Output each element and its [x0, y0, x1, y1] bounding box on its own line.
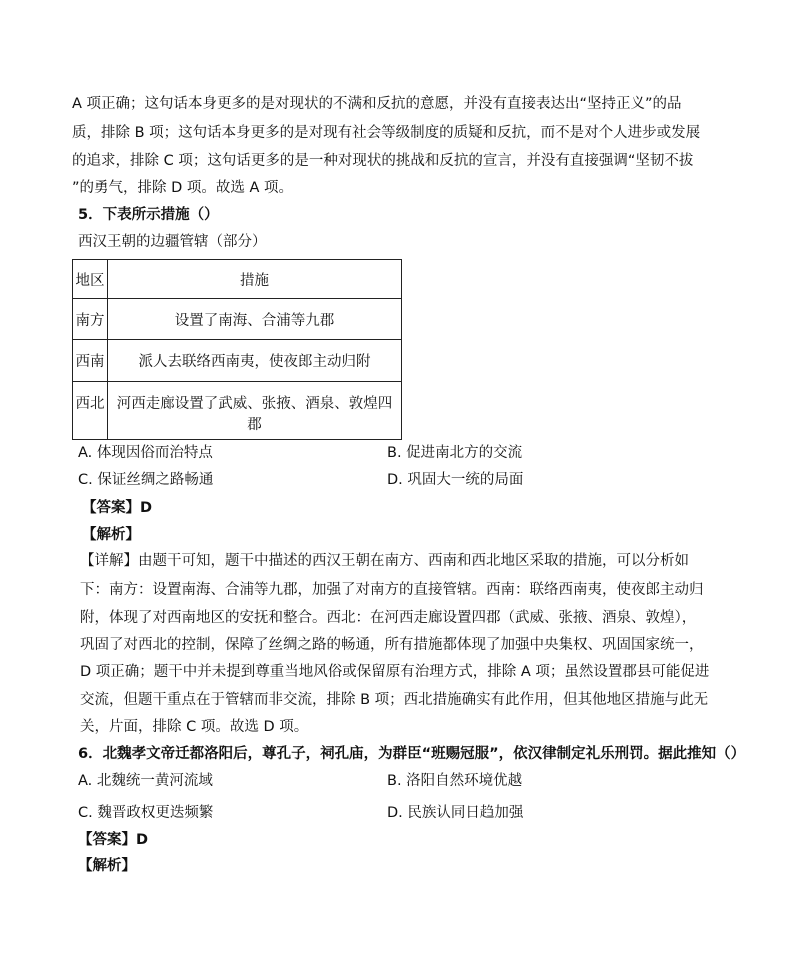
q5-stem: 5．下表所示措施（）: [78, 207, 219, 223]
table-cell: 南方: [73, 299, 108, 340]
table-cell: 设置了南海、合浦等九郡: [108, 299, 402, 340]
table-cell: 河西走廊设置了武威、张掖、酒泉、敦煌四郡: [108, 382, 402, 440]
q5-detail-line-3: 附，体现了对西南地区的安抚和整合。西北：在河西走廊设置四郡（武威、张掖、酒泉、敦煌），: [80, 610, 697, 626]
table-header-cell: 地区: [73, 260, 108, 299]
q5-table: [72, 259, 402, 440]
q4-analysis-line-3: 的追求，排除 C 项；这句话更多的是一种对现状的挑战和反抗的宣言，并没有直接强调“坚韧不拔: [72, 153, 694, 169]
q5-option-b: B. 促进南北方的交流: [387, 445, 523, 461]
q4-analysis-line-4: ”的勇气，排除 D 项。故选 A 项。: [72, 180, 294, 196]
table-row: [73, 340, 402, 382]
q6-stem: 6．北魏孝文帝迁都洛阳后，尊孔子，祠孔庙，为群臣“班赐冠服”，依汉律制定礼乐刑罚。据此推知（）: [78, 746, 746, 762]
table-row: [73, 382, 402, 440]
q6-option-b: B. 洛阳自然环境优越: [387, 773, 523, 789]
q6-option-d: D. 民族认同日趋加强: [387, 805, 524, 821]
q5-option-c: C. 保证丝绸之路畅通: [78, 472, 214, 488]
table-cell: 西北: [73, 382, 108, 440]
q5-detail-line-7: 关，片面，排除 C 项。故选 D 项。: [80, 719, 309, 735]
q4-analysis-line-1: A 项正确；这句话本身更多的是对现状的不满和反抗的意愿，并没有直接表达出“坚持正义”的品: [72, 96, 682, 112]
q6-option-a: A. 北魏统一黄河流域: [78, 773, 213, 789]
table-header-cell: 措施: [108, 260, 402, 299]
q4-analysis-line-2: 质，排除 B 项；这句话本身更多的是对现有社会等级制度的质疑和反抗，而不是对个人进步或发展: [72, 125, 701, 141]
q5-detail-line-1: 【详解】由题干可知，题干中描述的西汉王朝在南方、西南和西北地区采取的措施，可以分析如: [80, 553, 689, 569]
q5-detail-line-5: D 项正确；题干中并未提到尊重当地风俗或保留原有治理方式，排除 A 项；虽然设置郡县可能促进: [80, 664, 710, 680]
table-header-row: [73, 260, 402, 299]
q5-detail-line-6: 交流，但题干重点在于管辖而非交流，排除 B 项；西北措施确实有此作用，但其他地区措施与此无: [80, 692, 709, 708]
table-row: [73, 299, 402, 340]
q5-option-a: A. 体现因俗而治特点: [78, 445, 213, 461]
q5-table-caption: 西汉王朝的边疆管辖（部分）: [78, 234, 267, 250]
q6-option-c: C. 魏晋政权更迭频繁: [78, 805, 214, 821]
table-cell: 西南: [73, 340, 108, 382]
q5-option-d: D. 巩固大一统的局面: [387, 472, 524, 488]
q6-answer: 【答案】D: [78, 832, 149, 848]
q5-detail-line-4: 巩固了对西北的控制，保障了丝绸之路的畅通，所有措施都体现了加强中央集权、巩固国家统一，: [80, 637, 704, 653]
q5-analysis-label: 【解析】: [82, 527, 140, 543]
table-cell: 派人去联络西南夷，使夜郎主动归附: [108, 340, 402, 382]
q6-analysis-label: 【解析】: [78, 858, 136, 874]
q5-answer: 【答案】D: [82, 500, 153, 516]
q5-detail-line-2: 下：南方：设置南海、合浦等九郡，加强了对南方的直接管辖。西南：联络西南夷，使夜郎主动归: [80, 582, 704, 598]
